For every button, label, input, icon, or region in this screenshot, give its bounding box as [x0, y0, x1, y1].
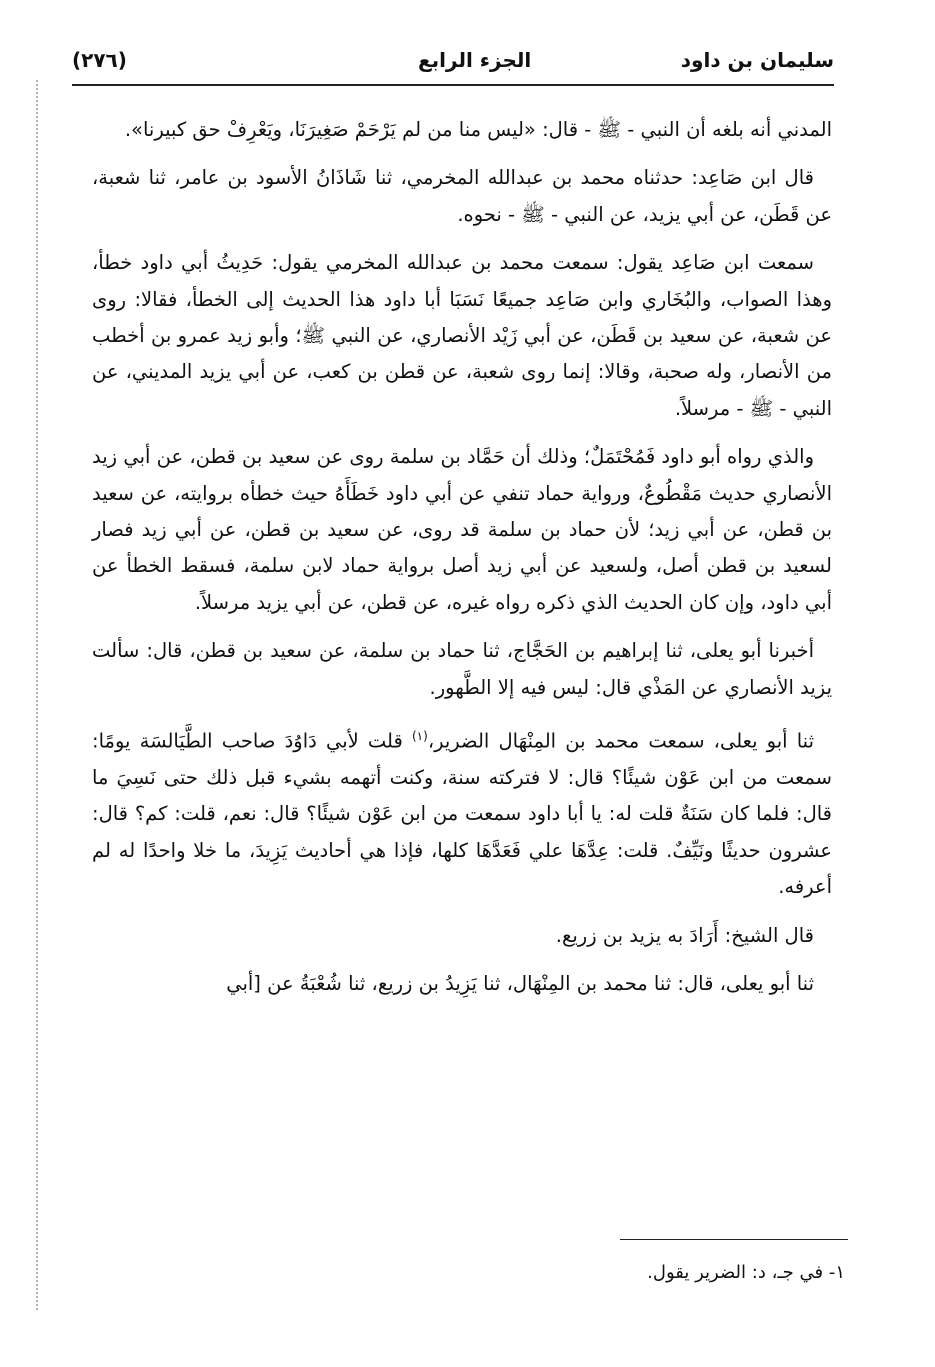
page-number: (٢٧٦) — [72, 48, 127, 72]
paragraph: المدني أنه بلغه أن النبي - ﷺ - قال: «ليس منا من لم يَرْحَمْ صَغِيرَنَا، ويَعْرِفْ حق كبيرنا». — [124, 118, 832, 141]
footnote-rule — [620, 1239, 848, 1240]
paragraph-text: قلت لأبي دَاوُدَ صاحب الطَّيَالسَة يومًا: سمعت من ابن عَوْن شيئًا؟ قال: لا فتركته سنة، وكنت أتهمه بشيء قبل ذلك حتى نَسِيَ ما قال: فلما كان سَنَةٌ قلت له: يا أبا داود سمعت من ابن عَوْن شيئًا؟ قال: نعم، قلت: كم؟ قال: عشرون حديثًا ونَيِّفٌ. قلت: عِدَّهَا علي فَعَدَّهَا كلها، فإذا هي أحاديث يَزِيدَ، ما خلا واحدًا له لم أعرفه. — [92, 729, 832, 899]
page-body — [92, 112, 832, 1014]
margin-dotted-line — [36, 80, 38, 1310]
paragraph: سمعت ابن صَاعِد يقول: سمعت محمد بن عبدالله المخرمي يقول: حَدِيثُ أبي داود خطأ، وهذا الصواب، والبُخَاري وابن صَاعِد جميعًا نَسَبَا أبا داود هذا الحديث إلى الخطأ، فقالا: روى عن شعبة، عن سعيد بن قَطَن، عن أبي زَيْد الأنصاري، عن النبي ﷺ؛ وأبو زيد عمرو بن أخطب من الأنصار، وله صحبة، وقالا: إنما روى شعبة، عن قطن بن كعب، عن أبي يزيد المديني، عن النبي - ﷺ - مرسلاً. — [92, 251, 832, 420]
paragraph: أخبرنا أبو يعلى، ثنا إبراهيم بن الحَجَّاج، ثنا حماد بن سلمة، عن سعيد بن قطن، قال: سألت يزيد الأنصاري عن المَذْي قال: ليس فيه إلا الطَّهور. — [92, 639, 832, 699]
paragraph: قال ابن صَاعِد: حدثناه محمد بن عبدالله المخرمي، ثنا شَاذَانُ الأسود بن عامر، ثنا شعبة، عن قَطَن، عن أبي يزيد، عن النبي - ﷺ - نحوه. — [92, 166, 832, 226]
header-rule — [72, 84, 834, 86]
footnote-reference: (١) — [411, 729, 428, 744]
paragraph: ثنا أبو يعلى، قال: ثنا محمد بن المِنْهَال، ثنا يَزِيدُ بن زريع، ثنا شُعْبَةُ عن [أبي — [226, 972, 814, 996]
header-author: سليمان بن داود — [680, 48, 834, 72]
paragraph: والذي رواه أبو داود فَمُحْتَمَلٌ؛ وذلك أن حَمَّاد بن سلمة روى عن سعيد بن قطن، عن أبي زيد الأنصاري حديث مَقْطُوعٌ، ورواية حماد تنفي عن أبي داود خَطَأَهُ حيث خطأه بروايته، عن سعيد بن قطن، عن أبي زيد؛ لأن حماد بن سلمة قد روى، عن سعيد بن قطن، عن أبي زيد فصار لسعيد بن قطن أصل، ولسعيد عن أبي زيد أصل برواية حماد لابن سلمة، فسقط الخطأ عن أبي داود، وإن كان الحديث الذي ذكره رواه غيره، عن قطن، عن أبي يزيد مرسلاً. — [92, 445, 832, 614]
footnote: ١- في جـ، د: الضرير يقول. — [647, 1262, 845, 1283]
running-header — [72, 45, 834, 85]
paragraph-with-footnote — [92, 718, 832, 906]
paragraph: قال الشيخ: أَرَادَ به يزيد بن زريع. — [555, 923, 814, 947]
paragraph-text: ثنا أبو يعلى، سمعت محمد بن المِنْهَال الضرير، — [427, 729, 814, 753]
header-volume: الجزء الرابع — [418, 48, 532, 72]
